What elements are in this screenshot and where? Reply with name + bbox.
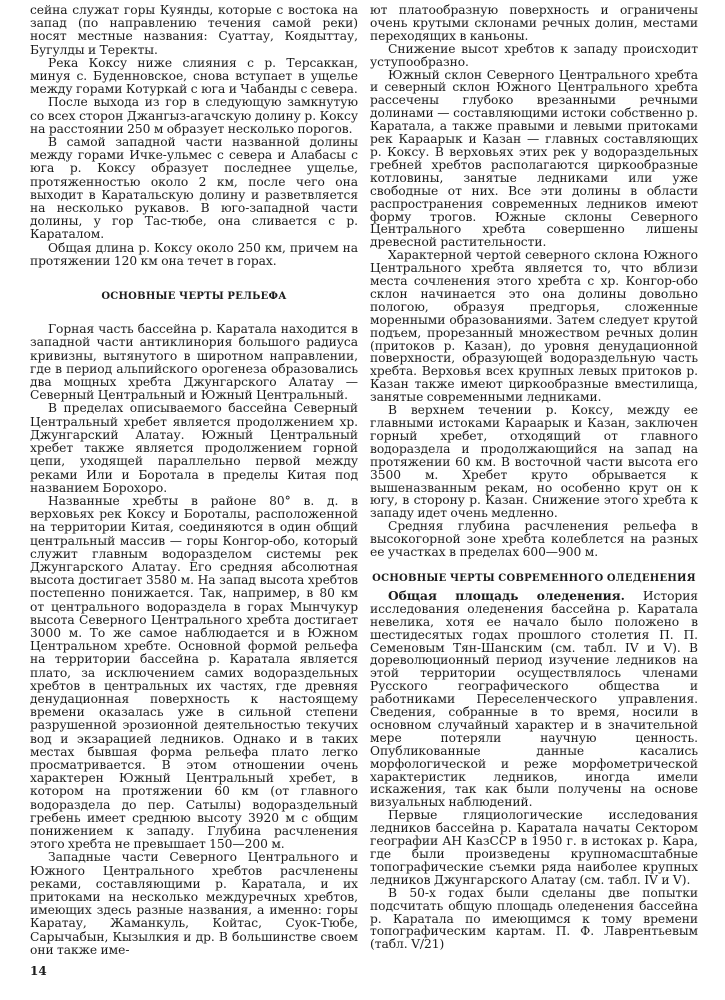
paragraph: Река Коксу ниже слияния с р. Терсаккан, минуя с. Буденновское, снова вступает в ущелье между горами Котуркай с юга и Чабанды с севера. <box>30 55 358 97</box>
paragraph: Южный склон Северного Центрального хребта и северный склон Южного Центрального хребта рассечены глубоко врезанными речными долинами — составляющими истоки собственно р. Каратала, а также правыми и левыми притоками рек Караарык и Казан — главных составляющих р. Коксу. В верховьях этих рек у водораздельных гребней хребтов располагаются циркообразные котловины, занятые ледниками или уже свободные от них. Все эти долины в области распространения современных ледников имеют форму трогов. Южные склоны Северного Центрального хребта совершенно лишены древесной растительности. <box>370 67 698 250</box>
paragraph-text: История исследования оледенения бассейна р. Каратала невелика, хотя ее начало было положено в шестидесятых годах прошлого столетия П. П. Семеновым Тян-Шанским (см. табл. IV и V). В дореволюционный период изучение ледников на этой территории осуществлялось членами Русского географического общества и работниками Переселенческого управления. Сведения, собранные в то время, носили в основном случайный характер и в значительной мере потеряли научную ценность. Опубликованные данные касались морфологической и реже морфометрической характеристик ледников, иногда имели искажения, так как были получены на основе визуальных наблюдений. <box>370 588 698 810</box>
paragraph: В самой западной части названной долины между горами Ичке-ульмес с севера и Алабасы с юга р. Коксу образует последнее ущелье, протяженностью около 2 км, после чего она выходит в Каратальскую долину и разветвляется на несколько рукавов. В юго-западной части долины, у гор Тас-тюбе, она сливается с р. Караталом. <box>30 135 358 242</box>
paragraph: Горная часть бассейна р. Каратала находится в западной части антиклинория большого радиуса кривизны, вытянутого в широтном направлении, где в период альпийского орогенеза образовались два мощных хребта Джунгарского Алатау — Северный Центральный и Южный Центральный. <box>30 322 358 403</box>
left-column <box>30 4 358 957</box>
lead-in: Общая площадь оледенения. <box>388 587 625 603</box>
paragraph: В верхнем течении р. Коксу, между ее главными истоками Караарык и Казан, заключен горный хребет, отходящий от главного водораздела и продолжающийся на запад на протяжении 60 км. В восточной части высота его 3500 м. Хребет круто обрывается к вышеназванным рекам, но особенно крут он к югу, в сторону р. Казан. Снижение этого хребта к западу идет очень медленно. <box>370 403 698 521</box>
paragraph: Общая длина р. Коксу около 250 км, причем на протяжении 120 км она течет в горах. <box>30 240 358 268</box>
paragraph: Западные части Северного Центрального и Южного Центрального хребтов расчленены реками, составляющими р. Каратала, и их притоками на несколько междуречных хребтов, имеющих здесь разные названия, а именно: горы Каратау, Жаманкуль, Койтас, Суок-Тюбе, Сарычабын, Кызылкия и др. В большинстве своем они также име- <box>30 850 358 957</box>
paragraph: Снижение высот хребтов к западу происходит уступообразно. <box>370 41 698 69</box>
paragraph: сейна служат горы Куянды, которые с востока на запад (по направлению течения самой реки) носят местные названия: Суаттау, Коядыттау, Бугулды и Теректы. <box>30 3 358 57</box>
paragraph: ют платообразную поверхность и ограничены очень крутыми склонами речных долин, местами переходящих в каньоны. <box>370 3 698 43</box>
paragraph: В пределах описываемого бассейна Северный Центральный хребет является продолжением хр. Джунгарский Алатау. Южный Центральный хребет также является продолжением горной цепи, уходящей параллельно первой между реками Или и Боротала в пределы Китая под названием Борохоро. <box>30 401 358 495</box>
paragraph: Названные хребты в районе 80° в. д. в верховьях рек Коксу и Бороталы, расположенной на территории Китая, соединяются в один общий центральный массив — горы Конгор-обо, который служит главным водоразделом системы рек Джунгарского Алатау. Его средняя абсолютная высота достигает 3580 м. На запад высота хребтов постепенно понижается. Так, например, в 80 км от центрального водораздела в горах Мынчукур высота Северного Центрального хребта достигает 3000 м. То же самое наблюдается и в Южном Центральном хребте. Основной формой рельефа на территории бассейна р. Каратала является плато, за исключением самих водораздельных хребтов в центральных их частях, где древняя денудационная поверхность к настоящему времени оказалась уже в сильной степени разрушенной эрозионной деятельностью текучих вод и экзарацией ледников. Однако и в таких местах бывшая форма рельефа плато легко просматривается. В этом отношении очень характерен Южный Центральный хребет, в котором на протяжении 60 км (от главного водораздела до пер. Сатылы) водораздельный гребень имеет среднюю высоту 3920 м с общим понижением к западу. Глубина расчленения этого хребта не превышает 150—200 м. <box>30 493 358 852</box>
paragraph: После выхода из гор в следующую замкнутую со всех сторон Джангыз-агачскую долину р. Коксу на расстоянии 250 м образует несколько порогов. <box>30 95 358 136</box>
paragraph: Первые гляциологические исследования ледников бассейна р. Каратала начаты Сектором географии АН КазССР в 1950 г. в истоках р. Кара, где были произведены крупномасштабные топографические съемки ряда наиболее крупных ледников Джунгарского Алатау (см. табл. IV и V). <box>370 808 698 887</box>
page-number: 14 <box>30 964 47 978</box>
paragraph: Характерной чертой северного склона Южного Центрального хребта является то, что вблизи места сочленения этого хребта с хр. Конгор-обо склон начинается это она долины довольно пологою, образуя предгорья, сложенные моренными образованиями. Затем следует крутой подъем, прорезанный множеством речных долин (притоков р. Казан), до уровня денудационной поверхности, образующей водораздельную часть хребта. Верховья всех крупных левых притоков р. Казан также имеют циркообразные вместилища, занятые современными ледниками. <box>370 248 698 405</box>
right-column <box>370 4 698 951</box>
section-heading-relief: ОСНОВНЫЕ ЧЕРТЫ РЕЛЬЕФА <box>101 291 287 303</box>
paragraph-with-lead <box>370 587 698 810</box>
paragraph: В 50-х годах были сделаны две попытки подсчитать общую площадь оледенения бассейна р. Каратала по имеющимся к тому времени топографическим картам. П. Ф. Лаврентьевым (табл. V/21) <box>370 885 698 952</box>
paragraph: Средняя глубина расчленения рельефа в высокогорной зоне хребта колеблется на разных ее участках в пределах 600—900 м. <box>370 519 698 560</box>
section-heading-glaciation: ОСНОВНЫЕ ЧЕРТЫ СОВРЕМЕННОГО ОЛЕДЕНЕНИЯ <box>372 572 696 584</box>
